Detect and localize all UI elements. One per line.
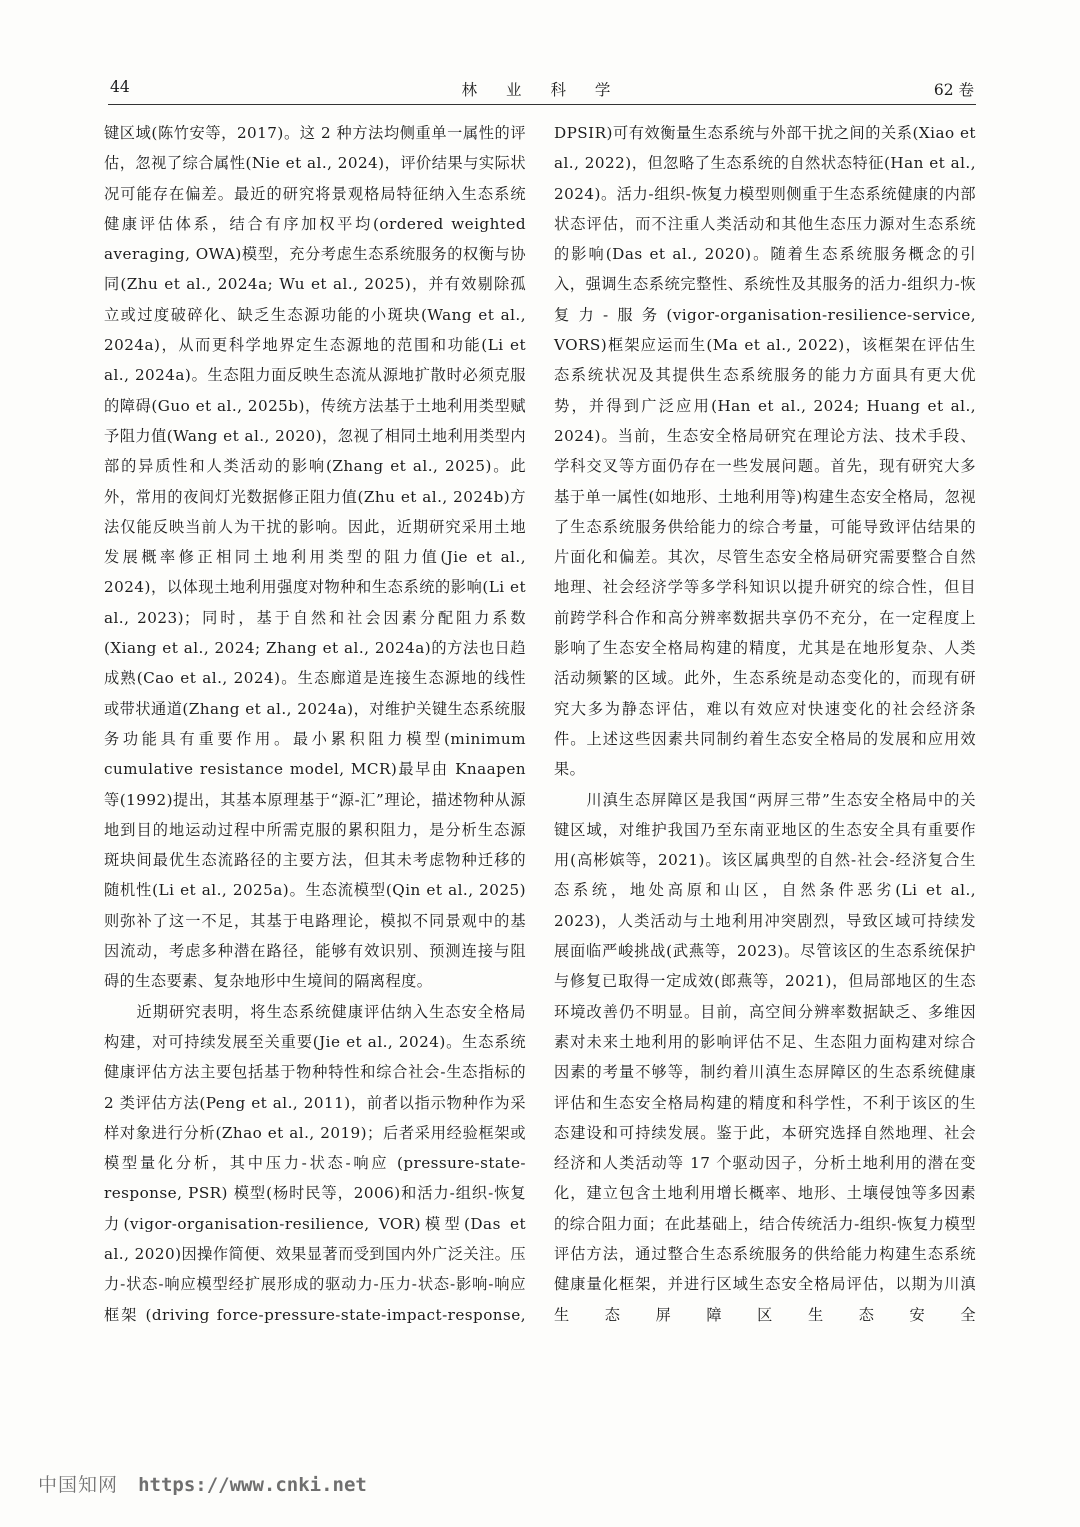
- right-column: [554, 118, 976, 1330]
- running-header: [108, 74, 976, 105]
- journal-title: 林 业 科 学: [461, 81, 623, 99]
- paragraph: DPSIR)可有效衡量生态系统与外部干扰之间的关系(Xiao et al., 2022)，但忽略了生态系统的自然状态特征(Han et al., 2024)。活力-组织-恢复力模型则侧重于生态系统健康的内部状态评估，而不注重人类活动和其他生态压力源对生态系统的影响(Das et al., 2020)。随着生态系统服务概念的引入，强调生态系统完整性、系统性及其服务的活力-组织力-恢复力-服务(vigor-organisation-resilience-service, VORS)框架应运而生(Ma et al., 2022)，该框架在评估生态系统状况及其提供生态系统服务的能力方面具有更大优势，并得到广泛应用(Han et al., 2024; Huang et al., 2024)。当前，生态安全格局研究在理论方法、技术手段、学科交叉等方面仍存在一些发展问题。首先，现有研究大多基于单一属性(如地形、土地利用等)构建生态安全格局，忽视了生态系统服务供给能力的综合考量，可能导致评估结果的片面化和偏差。其次，尽管生态安全格局研究需要整合自然地理、社会经济学等多学科知识以提升研究的综合性，但目前跨学科合作和高分辨率数据共享仍不充分，在一定程度上影响了生态安全格局构建的精度，尤其是在地形复杂、人类活动频繁的区域。此外，生态系统是动态变化的，而现有研究大多为静态评估，难以有效应对快速变化的社会经济条件。上述这些因素共同制约着生态安全格局的发展和应用效果。: [554, 124, 976, 779]
- cnki-logo-text: 中国知网: [38, 1474, 119, 1496]
- paragraph: 近期研究表明，将生态系统健康评估纳入生态安全格局构建，对可持续发展至关重要(Jie et al., 2024)。生态系统健康评估方法主要包括基于物种特性和综合社会-生态指标的 2 类评估方法(Peng et al., 2011)，前者以指示物种作为采样对象进行分析(Zhao et al., 2019)；后者采用经验框架或模型量化分析，其中压力-状态-响应 (pressure-state-response, PSR) 模型(杨时民等，2006)和活力-组织-恢复力(vigor-organisation-resilience, VOR)模型(Das et al., 2020)因操作简便、效果显著而受到国内外广泛关注。压力-状态-响应模型经扩展形成的驱动力-压力-状态-影响-响应框架 (driving force-pressure-state-impact-response,: [104, 1002, 526, 1324]
- cnki-url[interactable]: https://www.cnki.net: [138, 1474, 367, 1496]
- watermark-footer: [38, 1470, 367, 1504]
- volume-label: 62 卷: [933, 81, 974, 99]
- left-column: [104, 118, 526, 1330]
- page-number: 44: [110, 78, 130, 96]
- paragraph: 川滇生态屏障区是我国“两屏三带”生态安全格局中的关键区域，对维护我国乃至东南亚地区的生态安全具有重要作用(高彬嫔等，2021)。该区属典型的自然-社会-经济复合生态系统，地处高原和山区，自然条件恶劣(Li et al., 2023)，人类活动与土地利用冲突剧烈，导致区域可持续发展面临严峻挑战(武燕等，2023)。尽管该区的生态系统保护与修复已取得一定成效(郎燕等，2021)，但局部地区的生态环境改善仍不明显。目前，高空间分辨率数据缺乏、多维因素对未来土地利用的影响评估不足、生态阻力面构建对综合因素的考量不够等，制约着川滇生态屏障区的生态系统健康评估和生态安全格局构建的精度和科学性，不利于该区的生态建设和可持续发展。鉴于此，本研究选择自然地理、社会经济和人类活动等 17 个驱动因子，分析土地利用的潜在变化，建立包含土地利用增长概率、地形、土壤侵蚀等多因素的综合阻力面；在此基础上，结合传统活力-组织-恢复力模型评估方法，通过整合生态系统服务的供给能力构建生态系统健康量化框架，并进行区域生态安全格局评估，以期为川滇生态屏障区生态安全: [554, 790, 976, 1324]
- paragraph: 键区域(陈竹安等，2017)。这 2 种方法均侧重单一属性的评估，忽视了综合属性(Nie et al., 2024)，评价结果与实际状况可能存在偏差。最近的研究将景观格局特征纳入生态系统健康评估体系，结合有序加权平均(ordered weighted averaging, OWA)模型，充分考虑生态系统服务的权衡与协同(Zhu et al., 2024a; Wu et al., 2025)，并有效剔除孤立或过度破碎化、缺乏生态源功能的小斑块(Wang et al., 2024a)，从而更科学地界定生态源地的范围和功能(Li et al., 2024a)。生态阻力面反映生态流从源地扩散时必须克服的障碍(Guo et al., 2025b)，传统方法基于土地利用类型赋予阻力值(Wang et al., 2020)，忽视了相同土地利用类型内部的异质性和人类活动的影响(Zhang et al., 2025)。此外，常用的夜间灯光数据修正阻力值(Zhu et al., 2024b)方法仅能反映当前人为干扰的影响。因此，近期研究采用土地发展概率修正相同土地利用类型的阻力值(Jie et al., 2024)，以体现土地利用强度对物种和生态系统的影响(Li et al., 2023)；同时，基于自然和社会因素分配阻力系数(Xiang et al., 2024; Zhang et al., 2024a)的方法也日趋成熟(Cao et al., 2024)。生态廊道是连接生态源地的线性或带状通道(Zhang et al., 2024a)，对维护关键生态系统服务功能具有重要作用。最小累积阻力模型(minimum cumulative resistance model, MCR)最早由 Knaapen 等(1992)提出，其基本原理基于“源-汇”理论，描述物种从源地到目的地运动过程中所需克服的累积阻力，是分析生态源斑块间最优生态流路径的主要方法，但其未考虑物种迁移的随机性(Li et al., 2025a)。生态流模型(Qin et al., 2025)则弥补了这一不足，其基于电路理论，模拟不同景观中的基因流动，考虑多种潜在路径，能够有效识别、预测连接与阻碍的生态要素、复杂地形中生境间的隔离程度。: [104, 124, 526, 991]
